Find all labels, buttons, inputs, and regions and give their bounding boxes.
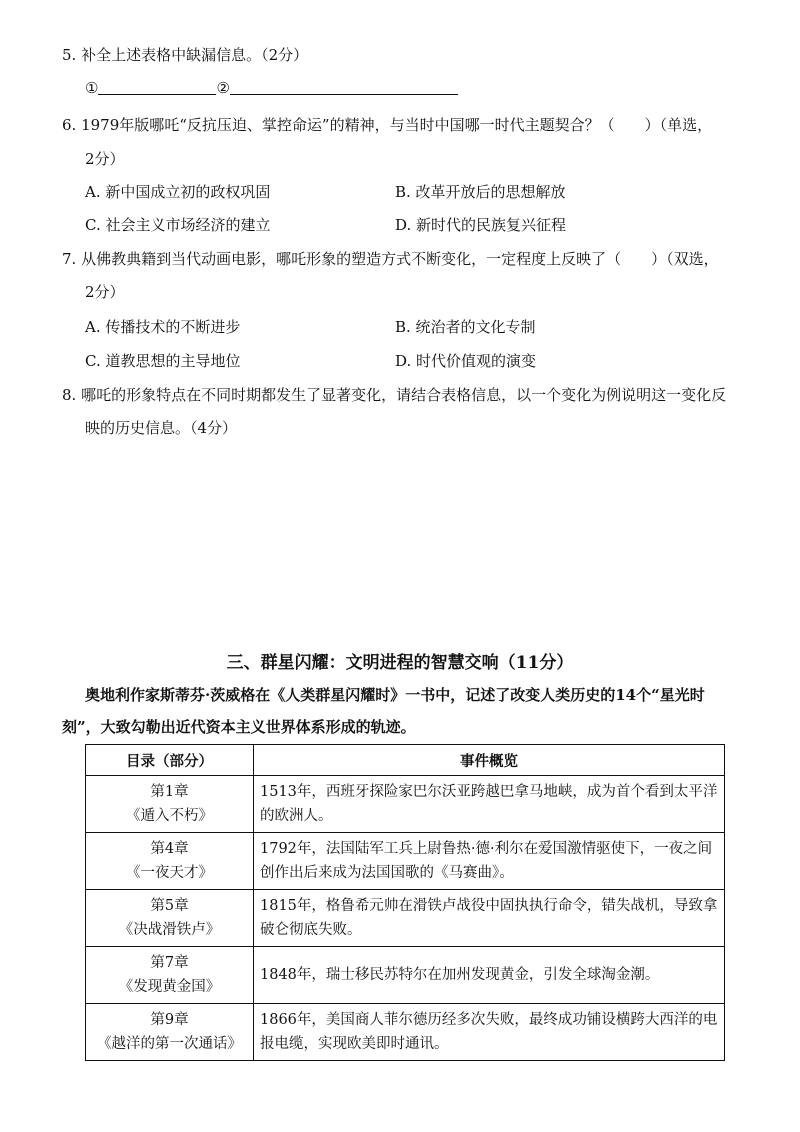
section-3-title: 三、群星闪耀：文明进程的智慧交响（11分） xyxy=(226,653,574,673)
question-7-line1: 7. 从佛教典籍到当代动画电影，哪吒形象的塑造方式不断变化，一定程度上反映了（ ）（双选， xyxy=(62,250,719,268)
chapter-cell xyxy=(86,1004,254,1061)
header-event: 事件概览 xyxy=(254,745,725,776)
question-6-option-b[interactable]: B. 改革开放后的思想解放 xyxy=(395,183,566,201)
chapter-cell xyxy=(86,833,254,890)
question-7-option-b[interactable]: B. 统治者的文化专制 xyxy=(395,318,536,336)
question-7-line2: 2分） xyxy=(85,283,125,301)
section-3-intro-line2: 刻”，大致勾勒出近代资本主义世界体系形成的轨迹。 xyxy=(62,718,416,736)
question-7-option-d[interactable]: D. 时代价值观的演变 xyxy=(395,352,537,370)
chapter-number: 第1章 xyxy=(150,784,189,800)
blank-1-line[interactable] xyxy=(98,78,216,95)
event-cell: 1866年，美国商人菲尔德历经多次失败，最终成功铺设横跨大西洋的电报电缆，实现欧美即时通讯。 xyxy=(254,1004,725,1061)
chapter-cell xyxy=(86,890,254,947)
header-catalog: 目录（部分） xyxy=(86,745,254,776)
blank-1-marker: ① xyxy=(85,79,99,97)
table-row xyxy=(86,833,725,890)
question-7-option-c[interactable]: C. 道教思想的主导地位 xyxy=(85,352,241,370)
chapter-name: 《越洋的第一次通话》 xyxy=(97,1036,242,1052)
section-3-intro-line1: 奥地利作家斯蒂芬·茨威格在《人类群星闪耀时》一书中，记述了改变人类历史的14个“星光时 xyxy=(85,686,705,704)
chapter-table xyxy=(85,744,725,1061)
question-8-line1: 8. 哪吒的形象特点在不同时期都发生了显著变化，请结合表格信息，以一个变化为例说明这一变化反 xyxy=(62,386,727,404)
question-6-option-a[interactable]: A. 新中国成立初的政权巩固 xyxy=(85,183,271,201)
chapter-name: 《发现黄金国》 xyxy=(118,979,221,995)
chapter-cell xyxy=(86,947,254,1004)
question-6-line2: 2分） xyxy=(85,150,125,168)
table-row xyxy=(86,947,725,1004)
chapter-number: 第9章 xyxy=(150,1012,189,1028)
chapter-number: 第7章 xyxy=(150,955,189,971)
blank-2-marker: ② xyxy=(216,79,230,97)
table-header-row xyxy=(86,745,725,776)
table-row xyxy=(86,890,725,947)
question-5: 5. 补全上述表格中缺漏信息。（2分） xyxy=(62,46,309,64)
event-cell: 1848年，瑞士移民苏特尔在加州发现黄金，引发全球淘金潮。 xyxy=(254,947,725,1004)
event-cell: 1513年，西班牙探险家巴尔沃亚跨越巴拿马地峡，成为首个看到太平洋的欧洲人。 xyxy=(254,776,725,833)
chapter-cell xyxy=(86,776,254,833)
event-cell: 1792年，法国陆军工兵上尉鲁热·德·利尔在爱国激情驱使下，一夜之间创作出后来成为法国国歌的《马赛曲》。 xyxy=(254,833,725,890)
event-cell: 1815年，格鲁希元帅在滑铁卢战役中固执执行命令，错失战机，导致拿破仑彻底失败。 xyxy=(254,890,725,947)
chapter-number: 第4章 xyxy=(150,841,189,857)
chapter-name: 《遁入不朽》 xyxy=(126,808,213,824)
question-7-option-a[interactable]: A. 传播技术的不断进步 xyxy=(85,318,241,336)
answer-space[interactable] xyxy=(85,445,725,635)
question-6-option-d[interactable]: D. 新时代的民族复兴征程 xyxy=(395,216,567,234)
table-row xyxy=(86,1004,725,1061)
question-6-option-c[interactable]: C. 社会主义市场经济的建立 xyxy=(85,216,271,234)
chapter-name: 《一夜天才》 xyxy=(126,865,213,881)
blank-2-line[interactable] xyxy=(230,78,458,95)
question-5-blanks xyxy=(85,78,458,97)
chapter-name: 《决战滑铁卢》 xyxy=(118,922,221,938)
table-row xyxy=(86,776,725,833)
chapter-number: 第5章 xyxy=(150,898,189,914)
question-8-line2: 映的历史信息。（4分） xyxy=(85,419,238,437)
question-6-line1: 6. 1979年版哪吒“反抗压迫、掌控命运”的精神，与当时中国哪一时代主题契合？（ ）（单选， xyxy=(62,116,713,134)
